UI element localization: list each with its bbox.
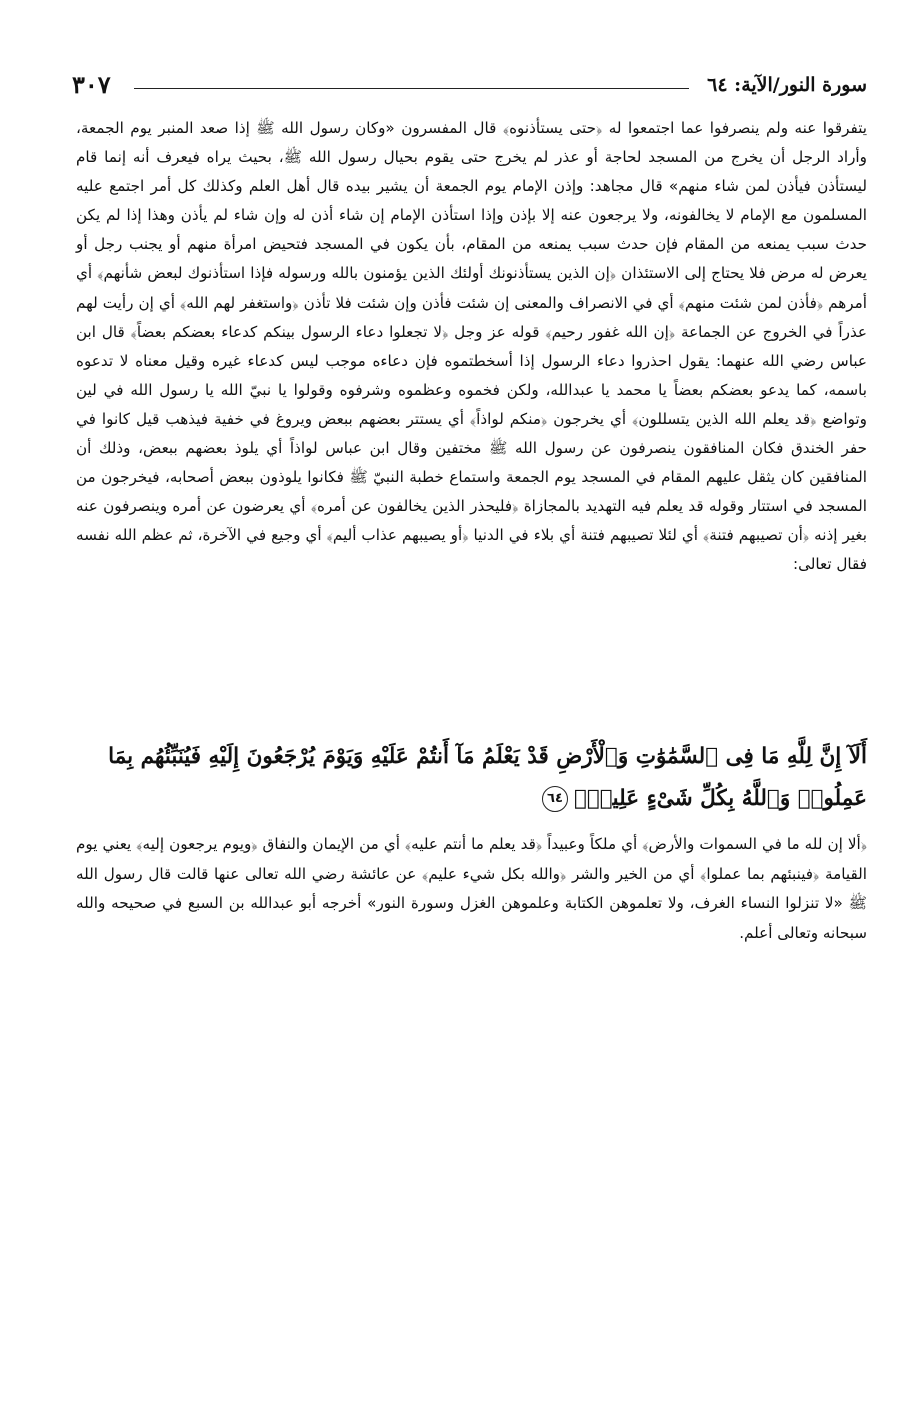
verse-commentary-paragraph: ﴿ألا إن لله ما في السموات والأرض﴾ أي ملكاً وعبيداً ﴿قد يعلم ما أنتم عليه﴾ أي من الإيمان والنفاق ﴿ويوم يرجعون إليه﴾ يعني يوم القيامة ﴿فينبئهم بما عملوا﴾ أي من الخير والشر ﴿والله بكل شيء عليم﴾ عن عائشة رضي الله تعالى عنها قالت قال رسول الله ﷺ «لا تنزلوا النساء الغرف، ولا تعلموهن الكتابة وعلموهن الغزل وسورة النور» أخرجه أبو عبدالله بن السبع في صحيحه والله سبحانه وتعالى أعلم. bbox=[76, 835, 867, 942]
header-rule bbox=[134, 88, 689, 89]
commentary-body bbox=[76, 114, 867, 580]
verse-text: أَلَآ إِنَّ لِلَّهِ مَا فِى ٱلسَّمَٰوَٰتِ وَٱلْأَرْضِ قَدْ يَعْلَمُ مَآ أَنتُمْ عَلَيْهِ وَيَوْمَ يُرْجَعُونَ إِلَيْهِ فَيُنَبِّئُهُم بِمَا عَمِلُوا۟ وَٱللَّهُ بِكُلِّ شَىْءٍ عَلِيمٌۢ bbox=[108, 744, 867, 811]
verse-number-marker: ٦٤ bbox=[542, 786, 568, 812]
commentary-paragraph: يتفرقوا عنه ولم ينصرفوا عما اجتمعوا له ﴿حتى يستأذنوه﴾ قال المفسرون «وكان رسول الله ﷺ إذا صعد المنبر يوم الجمعة، وأراد الرجل أن يخرج من المسجد لحاجة أو عذر لم يخرج حتى يقوم بحيال رسول الله ﷺ، بحيث يراه فيعرف أنه إنما قام ليستأذن فيأذن لمن شاء منهم» قال مجاهد: وإذن الإمام يوم الجمعة أن يشير بيده قال أهل العلم وكذلك كل أمر اجتمع عليه المسلمون مع الإمام لا يخالفونه، ولا يرجعون عنه إلا بإذن وإذا استأذن الإمام إن شاء أذن له وإن شاء لم يأذن وهذا إذا لم يكن حدث سبب يمنعه من المقام فإن حدث سبب يمنعه من المقام، بأن يكون في المسجد فتحيض امرأة منهم أو يجنب رجل أو يعرض له مرض فلا يحتاج إلى الاستئذان ﴿إن الذين يستأذنونك أولئك الذين يؤمنون بالله ورسوله فإذا استأذنوك لبعض شأنهم﴾ أي أمرهم ﴿فأذن لمن شئت منهم﴾ أي في الانصراف والمعنى إن شئت فأذن وإن شئت فلا تأذن ﴿واستغفر لهم الله﴾ أي إن رأيت لهم عذراً في الخروج عن الجماعة ﴿إن الله غفور رحيم﴾ قوله عز وجل ﴿لا تجعلوا دعاء الرسول بينكم كدعاء بعضكم بعضاً﴾ قال ابن عباس رضي الله عنهما: يقول احذروا دعاء الرسول إذا أسخطتموه فإن دعاءه موجب ليس كدعاء غيره وقيل معناه لا تدعوه باسمه، كما يدعو بعضكم بعضاً يا محمد يا عبدالله، ولكن فخموه وعظموه وشرفوه وقولوا يا نبيّ الله يا رسول الله في لين وتواضع ﴿قد يعلم الله الذين يتسللون﴾ أي يخرجون ﴿منكم لواذاً﴾ أي يستتر بعضهم ببعض ويروغ في خفية فيذهب قيل كانوا في حفر الخندق فكان المنافقون ينصرفون عن رسول الله ﷺ مختفين وقال ابن عباس لواذاً أي يلوذ بعضهم ببعض، وذلك أن المنافقين كان يثقل عليهم المقام في المسجد يوم الجمعة واستماع خطبة النبيّ ﷺ فكانوا يلوذون ببعض أصحابه، فيخرجون من المسجد في استتار وقوله قد يعلم فيه التهديد بالمجازاة ﴿فليحذر الذين يخالفون عن أمره﴾ أي يعرضون عن أمره وينصرفون عنه بغير إذنه ﴿أن تصيبهم فتنة﴾ أي لئلا تصيبهم فتنة أي بلاء في الدنيا ﴿أو يصيبهم عذاب أليم﴾ أي وجيع في الآخرة، ثم عظم الله نفسه فقال تعالى: bbox=[76, 119, 867, 574]
running-title: سورة النور/الآية: ٦٤ bbox=[707, 74, 867, 96]
quran-verse bbox=[74, 736, 867, 820]
page-header bbox=[72, 70, 867, 106]
page-number: ٣٠٧ bbox=[72, 70, 111, 99]
verse-commentary bbox=[76, 830, 867, 948]
